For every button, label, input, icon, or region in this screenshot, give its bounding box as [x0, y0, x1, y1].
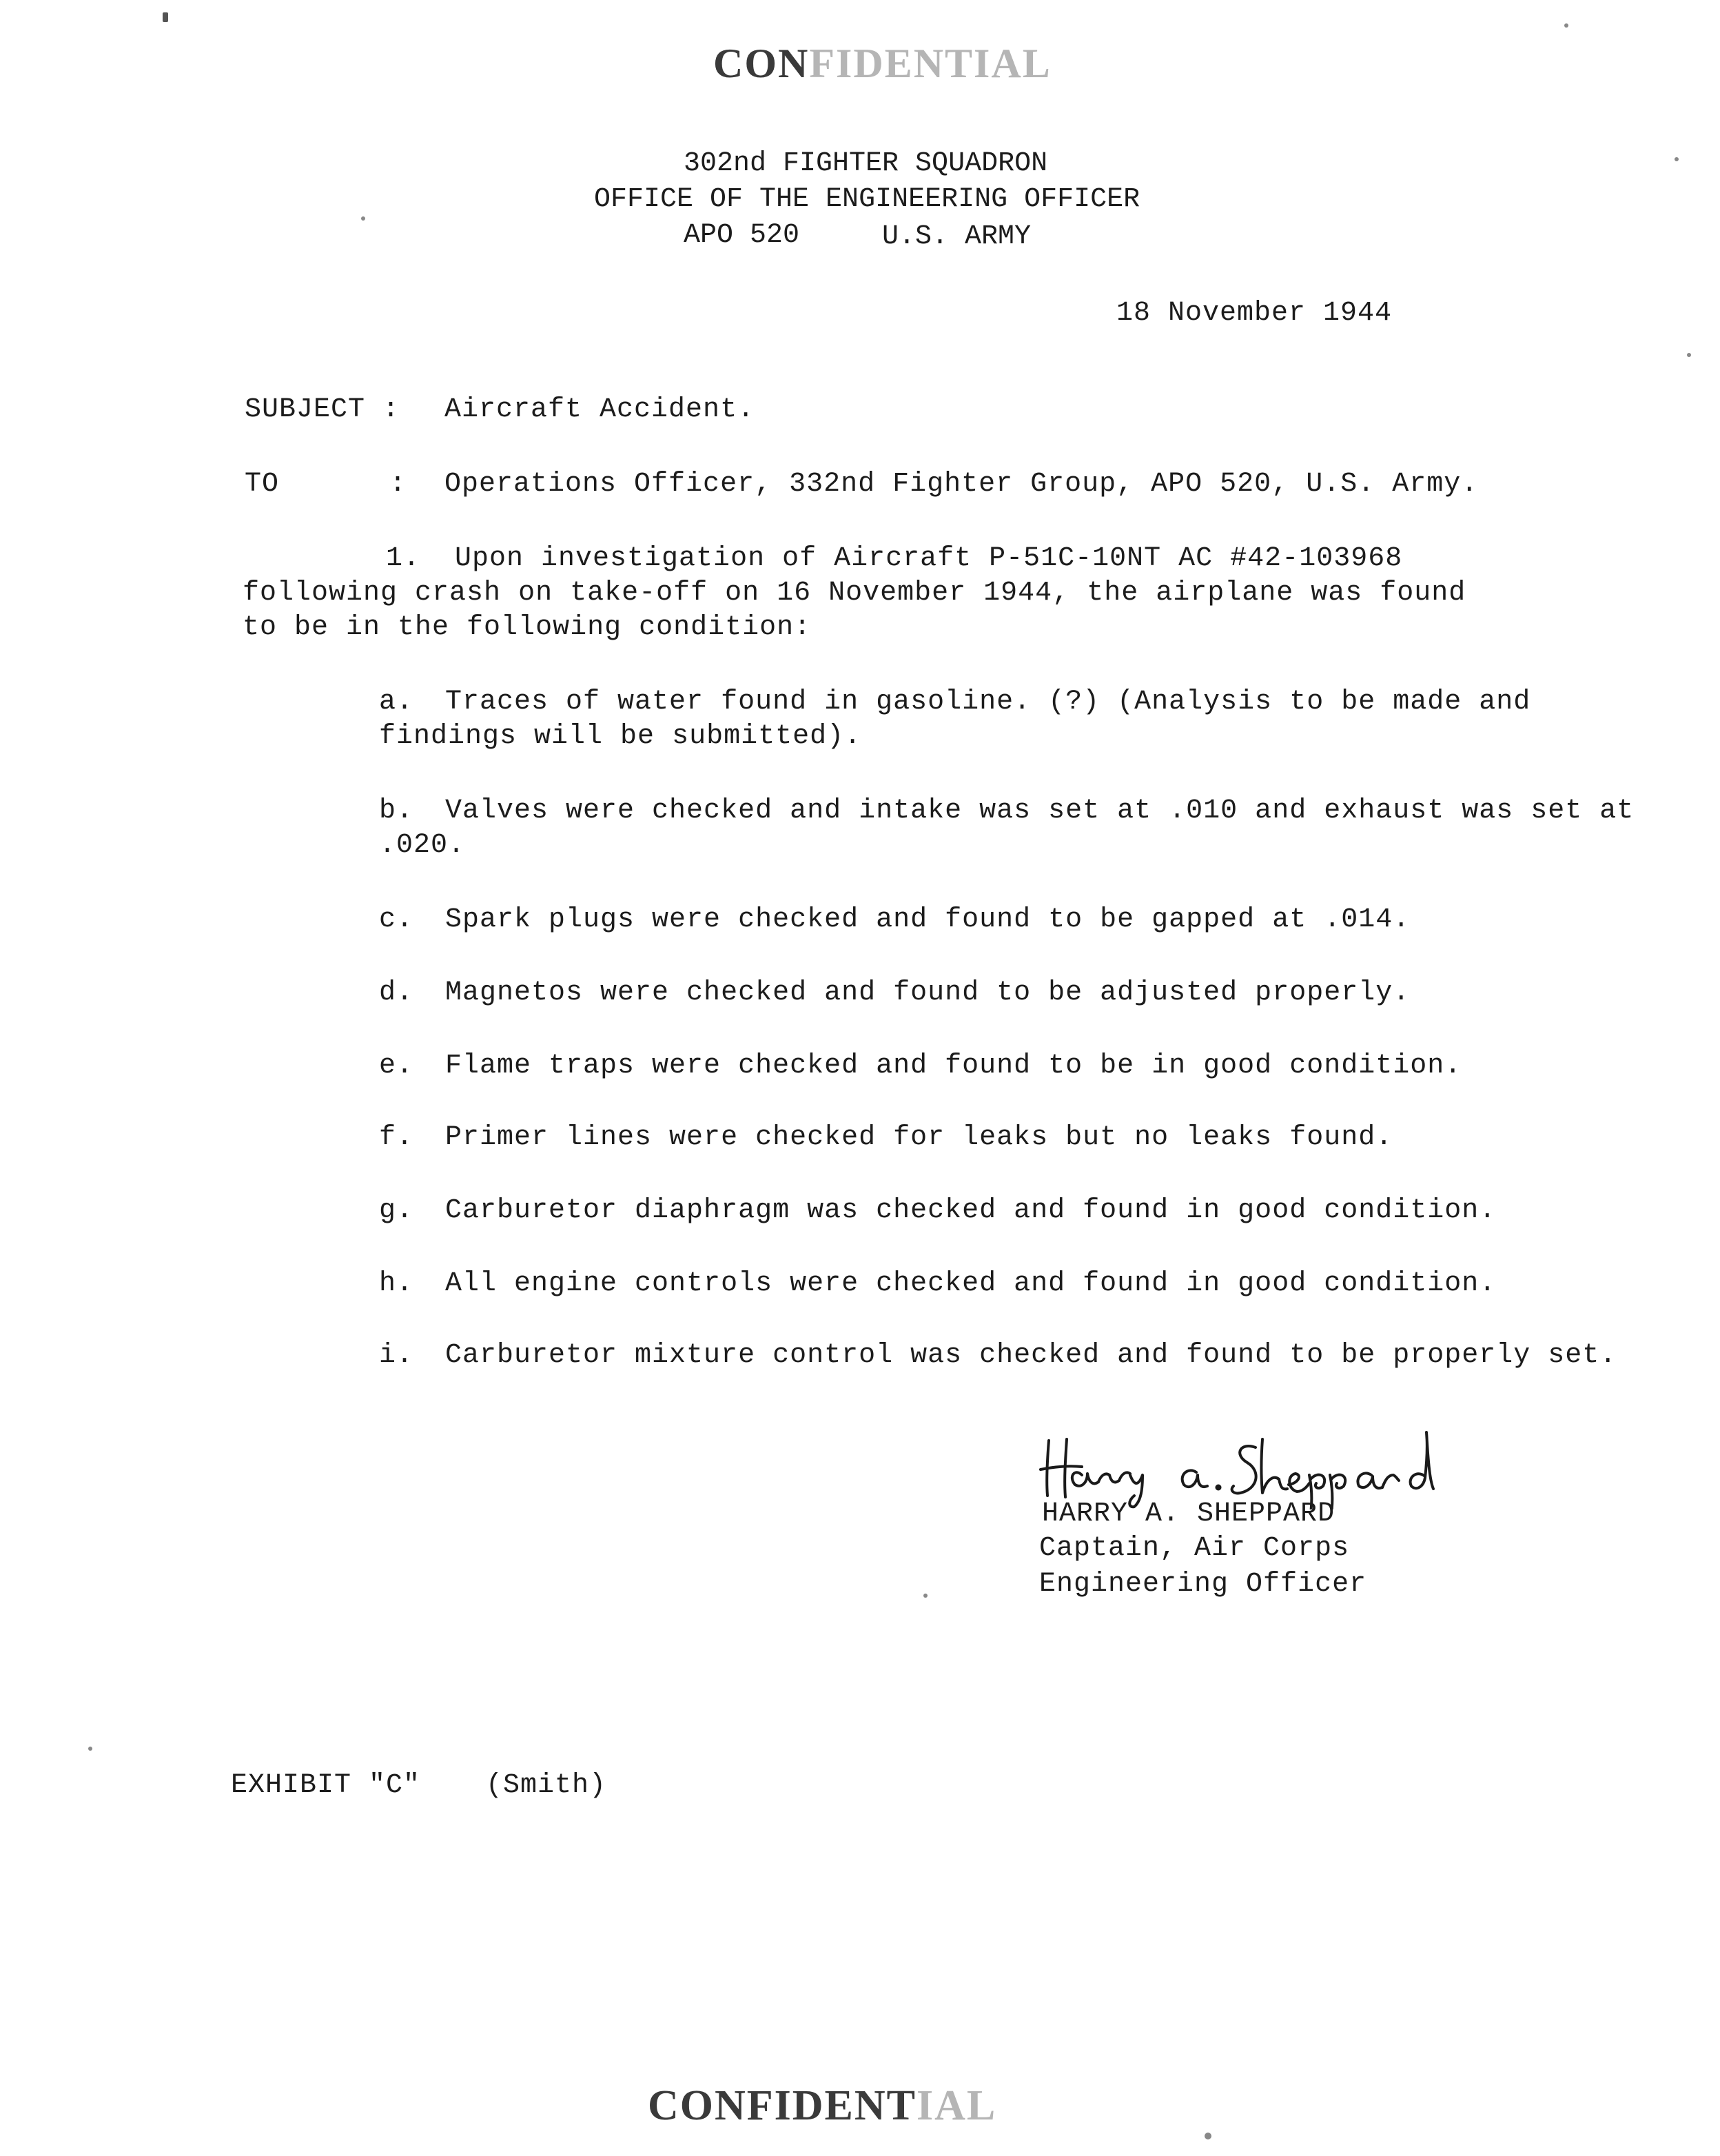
confidential-stamp-top — [713, 40, 1052, 88]
item-text: Traces of water found in gasoline. (?) (Analysis to be made and findings will be submitted). — [379, 687, 1531, 752]
to-value: Operations Officer, 332nd Fighter Group, APO 520, U.S. Army. — [444, 469, 1479, 500]
subject-value: Aircraft Accident. — [444, 394, 755, 425]
header-office: OFFICE OF THE ENGINEERING OFFICER — [594, 184, 1140, 215]
item-letter: e. — [379, 1050, 414, 1081]
scan-speck — [88, 1747, 92, 1751]
scan-speck — [923, 1594, 928, 1598]
list-item — [379, 1267, 1661, 1301]
item-letter: h. — [379, 1268, 414, 1299]
scan-speck — [361, 216, 365, 221]
signer-name: HARRY A. SHEPPARD — [1042, 1498, 1335, 1529]
subject-label: SUBJECT : — [245, 394, 400, 425]
list-item — [379, 1049, 1661, 1084]
item-text: Spark plugs were checked and found to be gapped at .014. — [445, 904, 1411, 935]
para1-line2: following crash on take-off on 16 November 1944, the airplane was found — [243, 578, 1466, 609]
list-item — [379, 685, 1661, 754]
item-text: Carburetor mixture control was checked and found to be properly set. — [445, 1340, 1617, 1371]
item-text: Magnetos were checked and found to be adjusted properly. — [445, 977, 1411, 1008]
para1-number: 1. — [386, 543, 421, 574]
item-letter: i. — [379, 1340, 414, 1371]
list-item — [379, 976, 1661, 1010]
scan-speck — [1205, 2133, 1211, 2139]
header-apo: APO 520 — [684, 220, 800, 251]
scan-speck — [1564, 23, 1568, 28]
letter-date: 18 November 1944 — [1116, 298, 1393, 329]
para1-line1 — [386, 542, 1402, 576]
list-item — [379, 1121, 1661, 1155]
stamp-bottom-faded: IAL — [917, 2082, 997, 2129]
subject-line — [245, 393, 755, 427]
list-item — [379, 903, 1661, 937]
item-letter: a. — [379, 687, 414, 718]
signer-title: Engineering Officer — [1039, 1569, 1367, 1600]
scan-speck — [163, 12, 168, 22]
exhibit-note: (Smith) — [486, 1770, 607, 1801]
stamp-top-faded: FIDENTIAL — [809, 41, 1052, 86]
signer-rank: Captain, Air Corps — [1039, 1533, 1350, 1564]
item-text: Valves were checked and intake was set at .010 and exhaust was set at .020. — [379, 795, 1635, 861]
item-text: Flame traps were checked and found to be in good condition. — [445, 1050, 1462, 1081]
confidential-stamp-bottom — [648, 2082, 996, 2130]
stamp-bottom-strong: CONFIDENT — [648, 2082, 917, 2129]
item-text: Primer lines were checked for leaks but no leaks found. — [445, 1122, 1393, 1153]
item-letter: b. — [379, 795, 414, 826]
para1-text-line1: Upon investigation of Aircraft P-51C-10NT AC #42-103968 — [455, 543, 1403, 574]
item-text: All engine controls were checked and found in good condition. — [445, 1268, 1497, 1299]
header-army: U.S. ARMY — [882, 221, 1032, 252]
item-letter: c. — [379, 904, 414, 935]
list-item — [379, 1339, 1661, 1373]
to-colon: : — [389, 469, 407, 500]
item-letter: d. — [379, 977, 414, 1008]
item-letter: g. — [379, 1195, 414, 1226]
list-item — [379, 1194, 1661, 1228]
scan-speck — [1675, 157, 1679, 161]
header-squadron: 302nd FIGHTER SQUADRON — [684, 148, 1048, 179]
stamp-top-strong: CON — [713, 41, 810, 86]
item-text: Carburetor diaphragm was checked and found in good condition. — [445, 1195, 1497, 1226]
scan-speck — [1687, 353, 1691, 357]
to-label: TO — [245, 469, 280, 500]
item-letter: f. — [379, 1122, 414, 1153]
list-item — [379, 794, 1661, 863]
exhibit-line — [231, 1769, 606, 1803]
para1-line3: to be in the following condition: — [243, 612, 812, 643]
to-line — [245, 467, 1478, 502]
exhibit-label: EXHIBIT "C" — [231, 1770, 421, 1801]
